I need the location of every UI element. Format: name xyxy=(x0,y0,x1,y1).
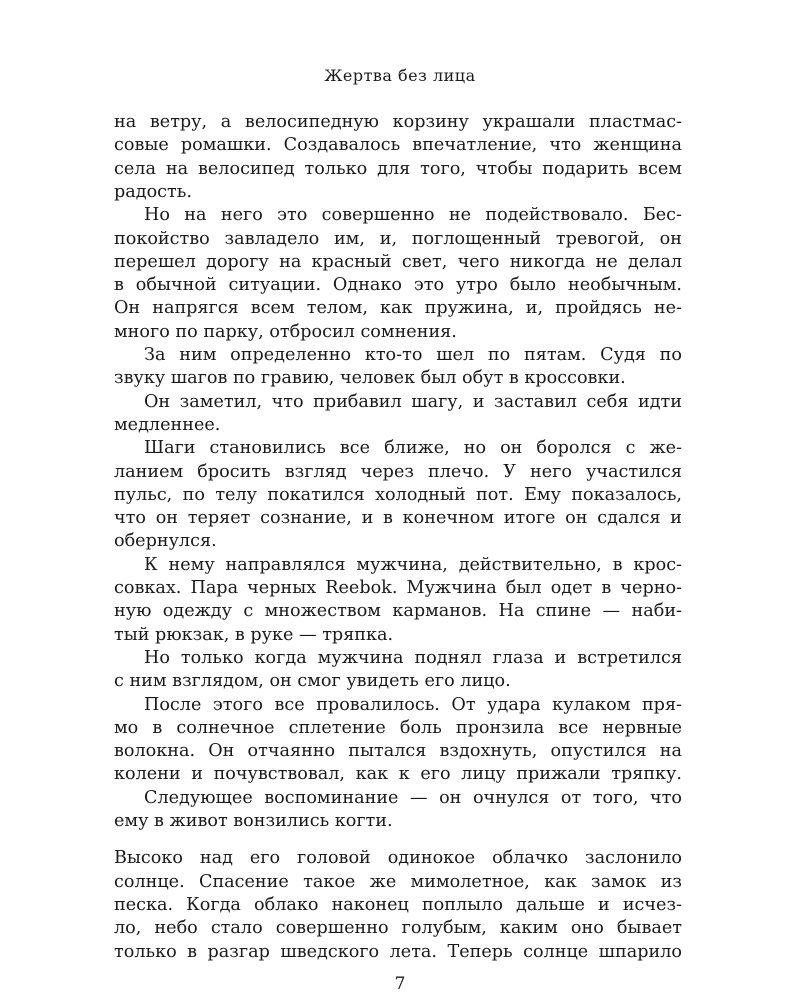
text-line: села на велосипед только для того, чтобы подарить всем xyxy=(114,158,682,179)
text-line: песка. Когда облако наконец поплыло дальше и исчез- xyxy=(114,894,682,915)
text-line: За ним определенно кто-то шел по пятам. Судя по xyxy=(144,345,682,365)
page-number: 7 xyxy=(394,973,406,994)
text-line: солнце. Спасение такое же мимолетное, как замок из xyxy=(114,871,682,892)
text-line: После этого все провалилось. От удара кулаком пря- xyxy=(144,694,682,715)
text-line: Но на него это совершенно не подействовало. Бес- xyxy=(144,205,682,226)
text-line: колени и почувствовал, как к его лицу прижали тряпку. xyxy=(114,764,682,785)
text-line: Шаги становились все ближе, но он боролся с же- xyxy=(144,438,682,459)
text-line: совках. Пара черных Reebok. Мужчина был одет в черно- xyxy=(114,578,682,598)
text-line: тый рюкзак, в руке — тряпка. xyxy=(114,624,394,645)
text-line: Он напрягся всем телом, как пружина, и, пройдясь не- xyxy=(114,298,682,319)
text-line: обернулся. xyxy=(114,531,217,552)
text-line: К нему направлялся мужчина, действительно, в крос- xyxy=(144,554,682,575)
text-line: Высоко над его головой одинокое облачко заслонило xyxy=(114,848,682,869)
text-line: медленнее. xyxy=(114,414,221,435)
text-line: только в разгар шведского лета. Теперь солнце шпарило xyxy=(114,941,682,962)
text-line: ему в живот вонзились когти. xyxy=(114,811,393,831)
text-line: на ветру, а велосипедную корзину украшали пластмас- xyxy=(114,112,682,132)
text-line: совые ромашки. Создавалось впечатление, что женщина xyxy=(114,135,682,156)
text-line: звуку шагов по гравию, человек был обут в кроссовки. xyxy=(114,368,626,389)
text-line: ло, небо стало совершенно голубым, каким оно бывает xyxy=(114,918,682,939)
text-line: волокна. Он отчаянно пытался вздохнуть, опустился на xyxy=(114,741,682,762)
text-line: радость. xyxy=(114,181,192,202)
text-line: покойство завладело им, и, поглощенный тревогой, он xyxy=(114,228,682,249)
text-line: пульс, по телу покатился холодный пот. Ему показалось, xyxy=(114,484,682,505)
text-line: ланием бросить взгляд через плечо. У него участился xyxy=(114,461,682,482)
text-line: Он заметил, что прибавил шагу, и заставил себя идти xyxy=(144,391,682,412)
text-line: что он теряет сознание, и в конечном итоге он сдался и xyxy=(114,508,682,529)
text-line: с ним взглядом, он смог увидеть его лицо. xyxy=(114,671,511,692)
text-line: Но только когда мужчина поднял глаза и встретился xyxy=(144,647,682,668)
text-line: мо в солнечное сплетение боль пронзила все нервные xyxy=(114,717,682,738)
text-line: много по парку, отбросил сомнения. xyxy=(114,321,457,342)
text-line: Следующее воспоминание — он очнулся от того, что xyxy=(144,787,682,808)
running-head: Жертва без лица xyxy=(324,66,476,85)
text-line: ную одежду с множеством карманов. На спине — наби- xyxy=(114,601,682,622)
text-line: перешел дорогу на красный свет, чего никогда не делал xyxy=(114,251,682,272)
text-line: в обычной ситуации. Однако это утро было необычным. xyxy=(114,275,682,296)
